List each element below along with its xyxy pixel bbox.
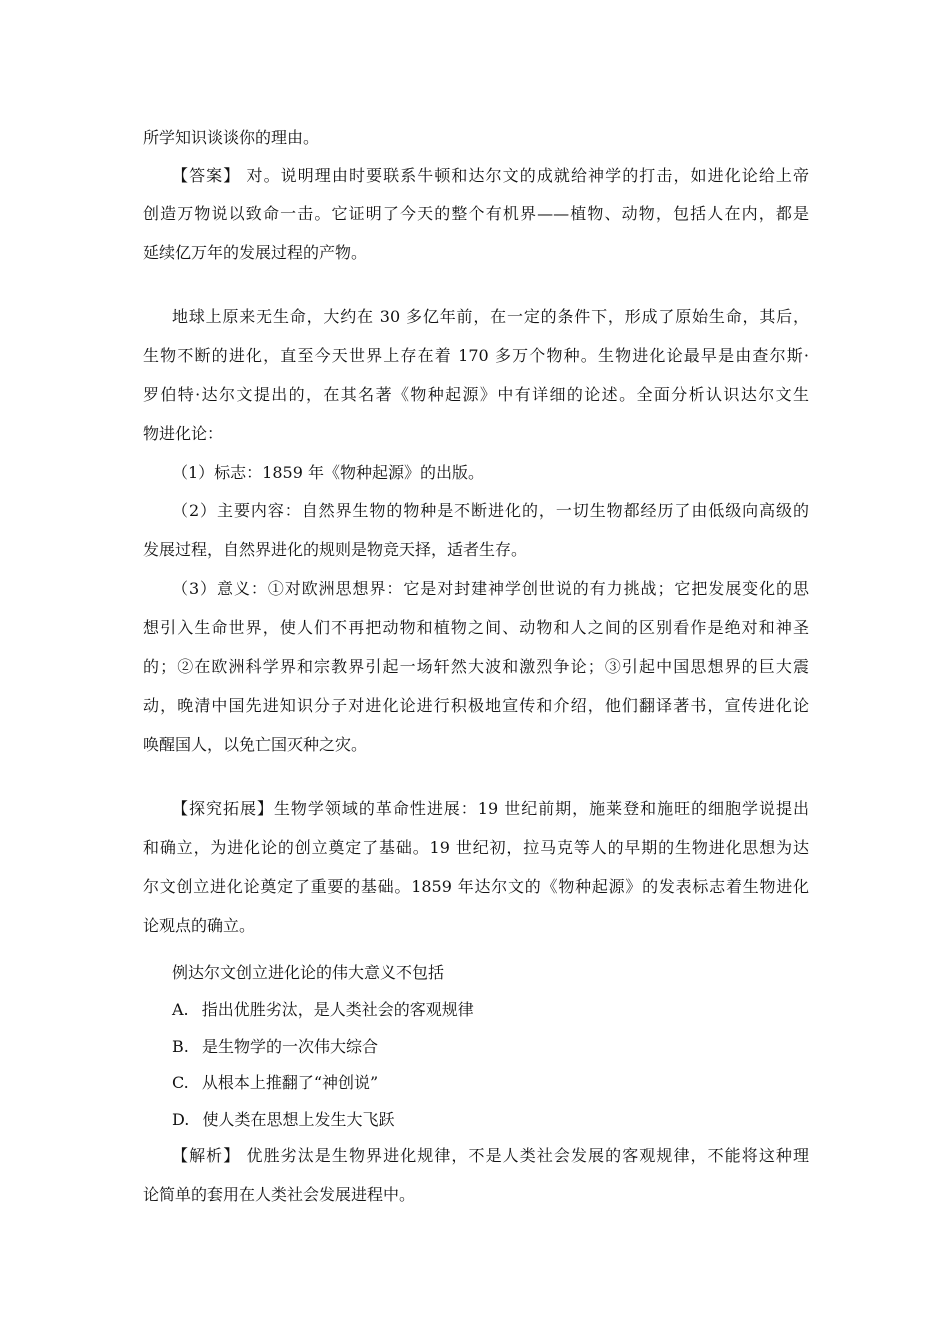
explore-text: 生物学领域的革命性进展：19 世纪前期，施莱登和施旺的细胞学说提出 xyxy=(273,799,809,818)
explore-line-3: 尔文创立进化论奠定了重要的基础。1859 年达尔文的《物种起源》的发表标志着生物进化 xyxy=(143,877,809,896)
analysis-label: 【解析】 xyxy=(172,1146,241,1165)
question-option-c xyxy=(172,1073,378,1093)
option-letter: D. xyxy=(172,1110,190,1129)
answer-text: 对。说明理由时要联系牛顿和达尔文的成就给神学的打击，如进化论给上帝 xyxy=(240,166,809,185)
option-text: 指出优胜劣汰，是人类社会的客观规律 xyxy=(201,1000,474,1019)
option-letter: C. xyxy=(172,1073,189,1092)
question-option-a xyxy=(172,1000,474,1020)
answer-intro-line: 所学知识谈谈你的理由。 xyxy=(143,128,320,147)
analysis-line-1 xyxy=(172,1146,809,1166)
darwin-paragraph-line-3: 罗伯特·达尔文提出的，在其名著《物种起源》中有详细的论述。全面分析认识达尔文生 xyxy=(143,385,809,404)
darwin-item-3-line-5: 唤醒国人，以免亡国灭种之灾。 xyxy=(143,735,368,754)
explore-line-4: 论观点的确立。 xyxy=(143,916,256,935)
darwin-item-3-line-4: 动，晚清中国先进知识分子对进化论进行积极地宣传和介绍，他们翻译著书，宣传进化论 xyxy=(143,696,809,715)
option-text: 使人类在思想上发生大飞跃 xyxy=(202,1110,395,1129)
darwin-paragraph-line-2: 生物不断的进化，直至今天世界上存在着 170 多万个物种。生物进化论最早是由查尔斯· xyxy=(143,346,809,365)
answer-line-3: 延续亿万年的发展过程的产物。 xyxy=(143,243,368,262)
option-letter: A. xyxy=(172,1000,189,1019)
question-option-d xyxy=(172,1110,394,1130)
question-option-b xyxy=(172,1037,378,1057)
darwin-item-2-line-1: （2）主要内容：自然界生物的物种是不断进化的，一切生物都经历了由低级向高级的 xyxy=(172,501,809,520)
darwin-item-1: （1）标志：1859 年《物种起源》的出版。 xyxy=(172,463,484,482)
darwin-item-3-line-1: （3）意义：①对欧洲思想界：它是对封建神学创世说的有力挑战；它把发展变化的思 xyxy=(172,579,809,598)
darwin-item-3-line-3: 的；②在欧洲科学界和宗教界引起一场轩然大波和激烈争论；③引起中国思想界的巨大震 xyxy=(143,657,809,676)
explore-label: 【探究拓展】 xyxy=(172,799,274,818)
analysis-line-2: 论简单的套用在人类社会发展进程中。 xyxy=(143,1185,416,1204)
option-text: 是生物学的一次伟大综合 xyxy=(201,1037,378,1056)
answer-line-2: 创造万物说以致命一击。它证明了今天的整个有机界——植物、动物，包括人在内，都是 xyxy=(143,204,809,223)
darwin-paragraph-line-1: 地球上原来无生命，大约在 30 多亿年前，在一定的条件下，形成了原始生命，其后， xyxy=(172,307,809,326)
question-stem: 例达尔文创立进化论的伟大意义不包括 xyxy=(172,963,445,982)
explore-line-1 xyxy=(172,799,809,819)
darwin-item-3-line-2: 想引入生命世界，使人们不再把动物和植物之间、动物和人之间的区别看作是绝对和神圣 xyxy=(143,618,809,637)
explore-line-2: 和确立，为进化论的创立奠定了基础。19 世纪初，拉马克等人的早期的生物进化思想为达 xyxy=(143,838,809,857)
option-letter: B. xyxy=(172,1037,189,1056)
option-text: 从根本上推翻了“神创说” xyxy=(201,1073,379,1092)
answer-label: 【答案】 xyxy=(172,166,241,185)
darwin-item-2-line-2: 发展过程，自然界进化的规则是物竞天择，适者生存。 xyxy=(143,540,528,559)
analysis-text: 优胜劣汰是生物界进化规律，不是人类社会发展的客观规律，不能将这种理 xyxy=(240,1146,809,1165)
darwin-paragraph-line-4: 物进化论： xyxy=(143,424,224,443)
answer-line-1 xyxy=(172,166,809,186)
